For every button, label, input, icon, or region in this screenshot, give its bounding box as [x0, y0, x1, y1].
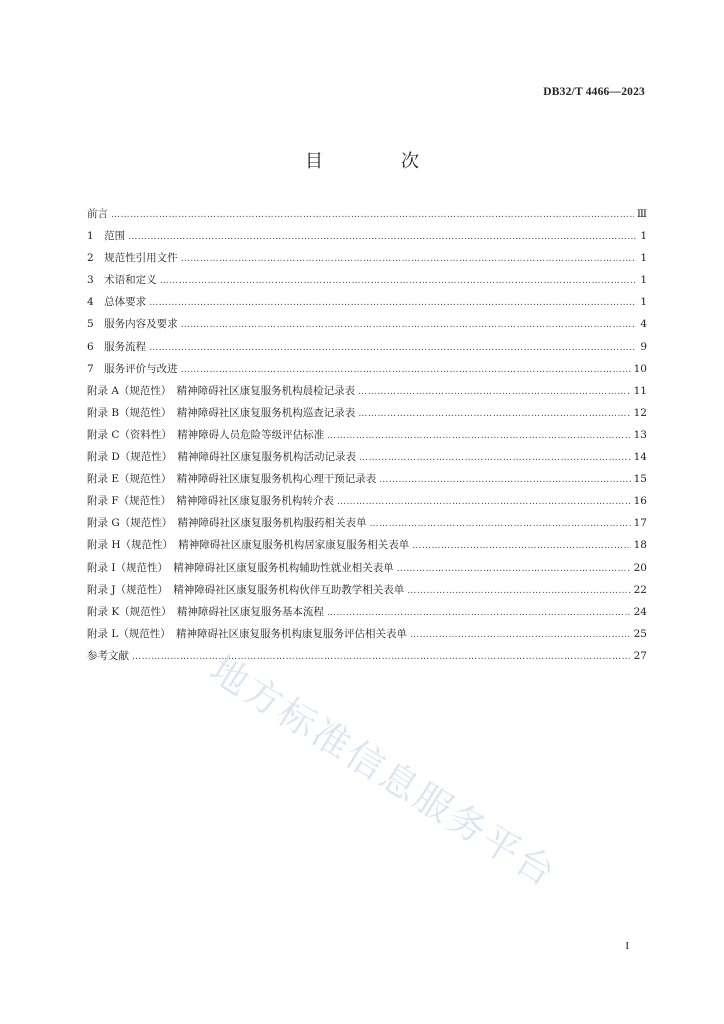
toc-entry-page: 24 — [633, 605, 647, 618]
toc-dot-leader — [337, 497, 631, 507]
toc-entry-5[interactable] — [87, 316, 647, 338]
toc-entry-4[interactable] — [87, 294, 647, 316]
toc-entry-3[interactable] — [87, 272, 647, 294]
toc-dot-leader — [358, 387, 630, 397]
toc-entry-title: 附录 C（资料性） 精神障碍人员危险等级评估标准 — [87, 428, 325, 441]
toc-dot-leader — [181, 365, 631, 375]
toc-entry-7[interactable] — [87, 361, 647, 383]
toc-entry-page: 4 — [640, 318, 647, 331]
toc-entry-page: 22 — [633, 583, 647, 596]
toc-dot-leader — [412, 541, 630, 551]
toc-entry-appendix-a[interactable] — [87, 383, 647, 405]
toc-entry-page: 11 — [633, 384, 647, 397]
toc-dot-leader — [358, 409, 630, 419]
toc-entry-1[interactable] — [87, 228, 647, 250]
toc-entry-title: 附录 A（规范性） 精神障碍社区康复服务机构晨检记录表 — [87, 384, 356, 397]
toc-dot-leader — [132, 652, 631, 662]
toc-dot-leader — [369, 519, 630, 529]
toc-entry-page: Ⅲ — [636, 208, 647, 220]
toc-entry-title: 4 总体要求 — [87, 296, 147, 309]
toc-entry-foreword[interactable] — [87, 206, 647, 228]
toc-entry-page: 15 — [633, 473, 647, 486]
toc-dot-leader — [128, 232, 636, 242]
toc-entry-bibliography[interactable] — [87, 648, 647, 670]
toc-entry-title: 7 服务评价与改进 — [87, 362, 178, 375]
toc-entry-title: 附录 B（规范性） 精神障碍社区康复服务机构巡查记录表 — [87, 406, 356, 419]
toc-dot-leader — [181, 254, 636, 264]
toc-entry-title: 1 范围 — [87, 230, 126, 243]
toc-entry-page: 16 — [633, 495, 647, 508]
toc-entry-page: 25 — [633, 627, 647, 640]
standard-code: DB32/T 4466—2023 — [543, 86, 645, 98]
toc-entry-title: 附录 K（规范性） 精神障碍社区康复服务基本流程 — [87, 605, 324, 618]
toc-entry-title: 附录 J（规范性） 精神障碍社区康复服务机构伙伴互助教学相关表单 — [87, 583, 405, 596]
toc-dot-leader — [379, 475, 630, 485]
toc-entry-title: 6 服务流程 — [87, 340, 147, 353]
toc-entry-title: 参考文献 — [87, 649, 129, 662]
toc-entry-page: 1 — [640, 230, 647, 243]
toc-entry-title: 3 术语和定义 — [87, 274, 157, 287]
toc-entry-6[interactable] — [87, 339, 647, 361]
toc-entry-appendix-i[interactable] — [87, 560, 647, 582]
toc-entry-title: 5 服务内容及要求 — [87, 318, 178, 331]
toc-entry-title: 附录 F（规范性） 精神障碍社区康复服务机构转介表 — [87, 495, 334, 508]
toc-entry-page: 12 — [633, 406, 647, 419]
toc-dot-leader — [407, 586, 630, 596]
toc-dot-leader — [327, 608, 631, 618]
toc-entry-appendix-f[interactable] — [87, 493, 647, 515]
table-of-contents — [87, 206, 647, 670]
toc-entry-2[interactable] — [87, 250, 647, 272]
toc-entry-page: 1 — [640, 252, 647, 265]
toc-entry-appendix-l[interactable] — [87, 626, 647, 648]
toc-entry-title: 附录 L（规范性） 精神障碍社区康复服务机构康复服务评估相关表单 — [87, 627, 408, 640]
toc-entry-page: 1 — [640, 274, 647, 287]
toc-entry-page: 10 — [633, 362, 647, 375]
toc-entry-title: 附录 E（规范性） 精神障碍社区康复服务机构心理干预记录表 — [87, 473, 377, 486]
toc-entry-title: 2 规范性引用文件 — [87, 252, 178, 265]
toc-entry-appendix-b[interactable] — [87, 405, 647, 427]
toc-entry-appendix-g[interactable] — [87, 515, 647, 537]
toc-dot-leader — [181, 320, 636, 330]
toc-entry-appendix-e[interactable] — [87, 471, 647, 493]
toc-entry-title: 附录 D（规范性） 精神障碍社区康复服务机构活动记录表 — [87, 451, 357, 464]
toc-entry-page: 17 — [633, 517, 647, 530]
toc-dot-leader — [149, 298, 636, 308]
toc-entry-title: 附录 G（规范性） 精神障碍社区康复服务机构服药相关表单 — [87, 517, 367, 530]
toc-entry-page: 20 — [633, 561, 647, 574]
toc-entry-appendix-j[interactable] — [87, 582, 647, 604]
toc-entry-appendix-h[interactable] — [87, 537, 647, 559]
toc-entry-page: 18 — [633, 539, 647, 552]
toc-dot-leader — [397, 564, 631, 574]
toc-dot-leader — [160, 276, 636, 286]
toc-entry-title: 附录 H（规范性） 精神障碍社区康复服务机构居家康复服务相关表单 — [87, 539, 410, 552]
toc-dot-leader — [149, 343, 636, 353]
toc-entry-page: 9 — [640, 340, 647, 353]
toc-dot-leader — [359, 453, 631, 463]
toc-entry-appendix-d[interactable] — [87, 449, 647, 471]
toc-dot-leader — [410, 630, 631, 640]
toc-entry-appendix-k[interactable] — [87, 604, 647, 626]
toc-entry-appendix-c[interactable] — [87, 427, 647, 449]
toc-heading: 目 次 — [305, 151, 449, 172]
toc-entry-page: 1 — [640, 296, 647, 309]
watermark: 地方标准信息服务平台 — [202, 647, 565, 897]
page-number: I — [625, 940, 629, 952]
toc-entry-page: 27 — [633, 649, 647, 662]
toc-dot-leader — [111, 210, 634, 220]
toc-entry-title: 附录 I（规范性） 精神障碍社区康复服务机构辅助性就业相关表单 — [87, 561, 394, 574]
toc-dot-leader — [327, 431, 631, 441]
toc-entry-page: 14 — [633, 451, 647, 464]
toc-entry-title: 前言 — [87, 208, 108, 220]
toc-entry-page: 13 — [633, 428, 647, 441]
